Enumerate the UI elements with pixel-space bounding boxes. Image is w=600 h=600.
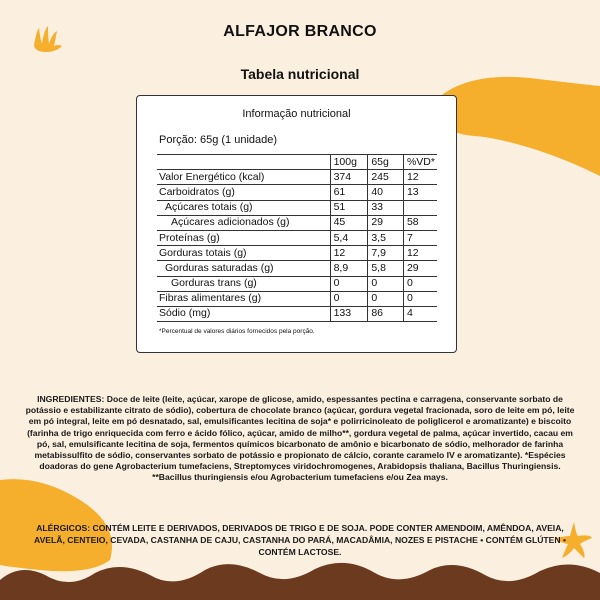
value-65g: 29: [368, 215, 404, 230]
ingredients-text: [24, 394, 576, 484]
nutrient-label: Sódio (mg): [157, 306, 330, 321]
value-vd: 12: [403, 246, 437, 261]
nutrient-label: Açúcares adicionados (g): [157, 215, 330, 230]
value-65g: 0: [368, 291, 404, 306]
ingredients-body: Doce de leite (leite, açúcar, xarope de glicose, amido, espessantes pectina e carragena, conservante sorbato de potássio e estabilizante citrato de sódio), cobertura de chocolate branco (açúcar, gordura vegetal fracionada, soro de leite em pó, leite em pó integral, leite em pó desnatado, sal, emulsificantes lecitina de soja* e polirricinoleato de poliglicerol e aromatizante) e biscoito (farinha de trigo enriquecida com ferro e ácido fólico, açúcar, amido de milho**, gordura vegetal de palma, açúcar invertido, cacau em pó, sal, emulsificante lecitina de soja, fermentos químicos bicarbonato de amônio e bicarbonato de sódio, melhorador de farinha metabissulfito de sódio, conservantes sorbato de potássio e propionato de cálcio, corante caramelo IV e aromatizante). *Espécies doadoras do gene Agrobacterium tumefaciens, Streptomyces viridochromogenes, Arabidopsis thaliana, Bacillus Thuringiensis. **Bacillus thuringiensis e/ou Agrobacterium tumefaciens e/ou Zea mays.: [25, 394, 575, 483]
header-vd: %VD*: [403, 155, 437, 170]
nutrition-table: [157, 154, 437, 322]
value-100g: 0: [330, 276, 368, 291]
nutrient-label: Valor Energético (kcal): [157, 170, 330, 185]
value-65g: 40: [368, 185, 404, 200]
value-100g: 51: [330, 200, 368, 215]
nutrition-heading: Informação nutricional: [242, 108, 351, 120]
section-subtitle: Tabela nutricional: [240, 66, 360, 82]
value-vd: 4: [403, 306, 437, 321]
value-100g: 8,9: [330, 261, 368, 276]
serving-size: Porção: 65g (1 unidade): [159, 134, 278, 146]
value-65g: 86: [368, 306, 404, 321]
ingredients-label: INGREDIENTES:: [37, 394, 105, 404]
header-100g: 100g: [330, 155, 368, 170]
value-vd: 29: [403, 261, 437, 276]
value-65g: 5,8: [368, 261, 404, 276]
table-row: [157, 261, 437, 276]
table-row: [157, 230, 437, 245]
table-row: [157, 291, 437, 306]
value-65g: 7,9: [368, 246, 404, 261]
value-65g: 33: [368, 200, 404, 215]
table-row: [157, 246, 437, 261]
value-100g: 133: [330, 306, 368, 321]
header-65g: 65g: [368, 155, 404, 170]
value-vd: 58: [403, 215, 437, 230]
value-vd: 13: [403, 185, 437, 200]
footnote: *Percentual de valores diários fornecidos pela porção.: [159, 328, 315, 335]
nutrition-panel: [136, 95, 457, 353]
table-row: [157, 170, 437, 185]
value-100g: 374: [330, 170, 368, 185]
allergens-body: CONTÉM LEITE E DERIVADOS, DERIVADOS DE TRIGO E DE SOJA. PODE CONTER AMENDOIM, AMÊNDOA, AVEIA, AVELÃ, CENTEIO, CEVADA, CASTANHA DE CAJU, CASTANHA DO PARÁ, MACADÂMIA, NOZES E PISTACHE • CONTÉM GLÚTEN • CONTÉM LACTOSE.: [34, 523, 566, 558]
value-vd: [403, 200, 437, 215]
nutrient-label: Gorduras totais (g): [157, 246, 330, 261]
table-row: [157, 200, 437, 215]
allergens-text: [34, 522, 566, 559]
product-title: ALFAJOR BRANCO: [223, 23, 377, 40]
value-65g: 3,5: [368, 230, 404, 245]
table-row: [157, 276, 437, 291]
value-65g: 0: [368, 276, 404, 291]
header-blank: [157, 155, 330, 170]
nutrient-label: Gorduras saturadas (g): [157, 261, 330, 276]
nutrient-label: Gorduras trans (g): [157, 276, 330, 291]
value-vd: 7: [403, 230, 437, 245]
value-100g: 61: [330, 185, 368, 200]
brown-wave-footer: [0, 555, 600, 600]
value-65g: 245: [368, 170, 404, 185]
allergens-label: ALÉRGICOS:: [36, 523, 91, 533]
nutrient-label: Fibras alimentares (g): [157, 291, 330, 306]
value-100g: 5,4: [330, 230, 368, 245]
value-100g: 0: [330, 291, 368, 306]
table-row: [157, 185, 437, 200]
value-vd: 12: [403, 170, 437, 185]
table-header-row: [157, 155, 437, 170]
nutrient-label: Açúcares totais (g): [157, 200, 330, 215]
value-vd: 0: [403, 291, 437, 306]
nutrient-label: Carboidratos (g): [157, 185, 330, 200]
value-100g: 45: [330, 215, 368, 230]
nutrient-label: Proteínas (g): [157, 230, 330, 245]
table-row: [157, 306, 437, 321]
value-100g: 12: [330, 246, 368, 261]
table-row: [157, 215, 437, 230]
value-vd: 0: [403, 276, 437, 291]
